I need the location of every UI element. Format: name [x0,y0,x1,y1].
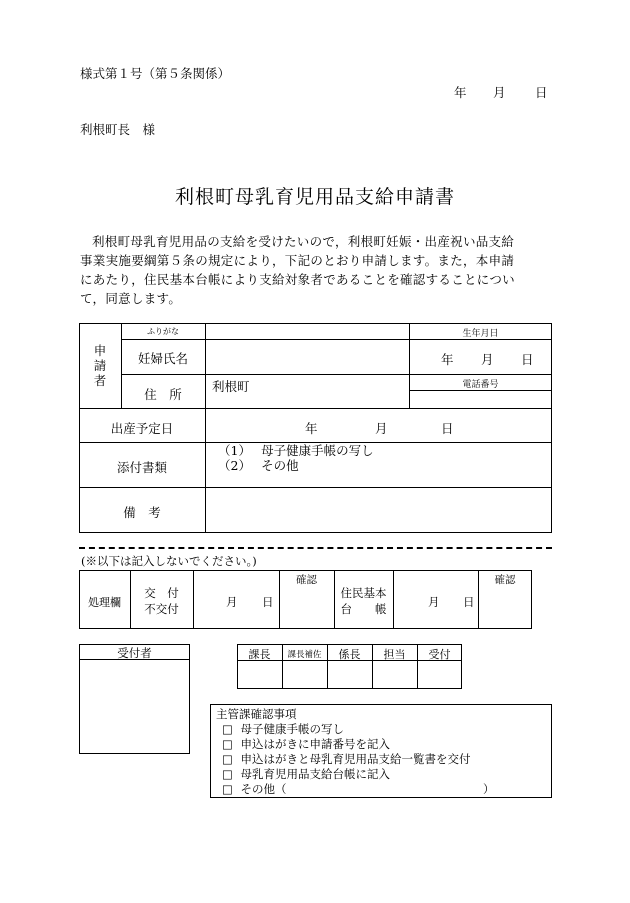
cut-line [79,547,552,549]
birth-year-label: 年 [441,352,454,367]
registry-day-label: 日 [463,595,475,609]
checklist-item-label: 申込はがきと母乳育児用品支給一覧書を交付 [240,752,471,766]
address-value[interactable]: 利根町 [212,379,250,394]
intro-line: 利根町母乳育児用品の支給を受けたいので，利根町妊娠・出産祝い品支給 [92,234,515,249]
approval-header-reception: 受付 [428,648,451,661]
checkbox-icon[interactable]: □ [222,722,233,736]
intro-line: 事業実施要綱第５条の規定により，下記のとおり申請します。また，本申請 [80,253,515,268]
receiver-label: 受付者 [117,646,152,660]
processing-label: 処理欄 [88,596,121,609]
intro-line: にあたり，住民基本台帳により支給対象者であることを確認することについ [80,272,515,287]
checklist-item-label: その他（ [240,782,287,796]
page-title: 利根町母乳育児用品支給申請書 [174,186,455,208]
furigana-field[interactable] [206,324,408,339]
processing-month-label: 月 [226,595,238,609]
remarks-label: 備 考 [123,505,161,520]
name-label: 妊婦氏名 [137,351,188,366]
approval-header-subsection-chief: 係長 [338,648,361,661]
phone-field[interactable] [410,391,551,407]
checklist-item[interactable] [222,781,287,797]
confirm-label-2: 確認 [494,574,516,586]
registry-month-label: 月 [428,595,440,609]
confirm-label: 確認 [296,574,317,586]
checklist-title: 主管課確認事項 [216,707,297,721]
checklist-item[interactable] [222,751,471,767]
approval-header-deputy-chief: 課長補佐 [287,650,322,660]
checkbox-icon[interactable]: □ [222,767,233,781]
attachments-label: 添付書類 [116,460,167,475]
due-date-label: 出産予定日 [110,421,174,436]
resident-registry-label-1: 住民基本 [340,586,387,600]
delivery-label: 交 付 [144,586,179,600]
checklist-item-label: 母子健康手帳の写し [240,722,345,736]
furigana-label: ふりがな [147,327,179,336]
date-day-label: 日 [535,85,548,100]
attachment-item-1: （1） 母子健康手帳の写し [218,443,374,458]
checkbox-icon[interactable]: □ [222,737,233,751]
checklist-item-label: 申込はがきに申請番号を記入 [240,737,391,751]
checklist-other-close-paren: ） [483,782,495,796]
phone-label: 電話番号 [462,380,499,390]
name-field[interactable] [206,340,408,373]
approval-header-section-chief: 課長 [248,648,271,661]
due-day-label: 日 [441,421,454,436]
intro-paragraph [80,232,550,308]
checklist-item[interactable] [222,766,390,782]
birth-month-label: 月 [481,352,494,367]
non-delivery-label: 不交付 [144,602,179,616]
intro-line: て，同意します。 [80,291,182,306]
address-label: 住 所 [144,387,182,402]
remarks-field[interactable] [206,488,551,532]
office-use-note: (※以下は記入しないでください。) [81,554,257,568]
form-number: 様式第１号（第５条関係） [80,66,231,81]
date-year-label: 年 [454,85,467,100]
addressee: 利根町長 様 [80,122,156,137]
receiver-field[interactable] [80,660,189,753]
approval-header-staff: 担当 [383,648,406,661]
checklist-item[interactable] [222,736,390,752]
checklist-item[interactable] [222,721,344,737]
due-year-label: 年 [305,421,318,436]
birthdate-label: 生年月日 [462,329,499,339]
due-month-label: 月 [375,421,388,436]
attachment-item-2: （2） その他 [218,458,299,473]
date-month-label: 月 [493,85,506,100]
checklist-item-label: 母乳育児用品支給台帳に記入 [240,767,391,781]
checkbox-icon[interactable]: □ [222,782,233,796]
processing-day-label: 日 [262,595,274,609]
birth-day-label: 日 [521,352,534,367]
resident-registry-label-2: 台 帳 [340,602,387,616]
checkbox-icon[interactable]: □ [222,752,233,766]
applicant-label: 申請者 [93,343,107,388]
